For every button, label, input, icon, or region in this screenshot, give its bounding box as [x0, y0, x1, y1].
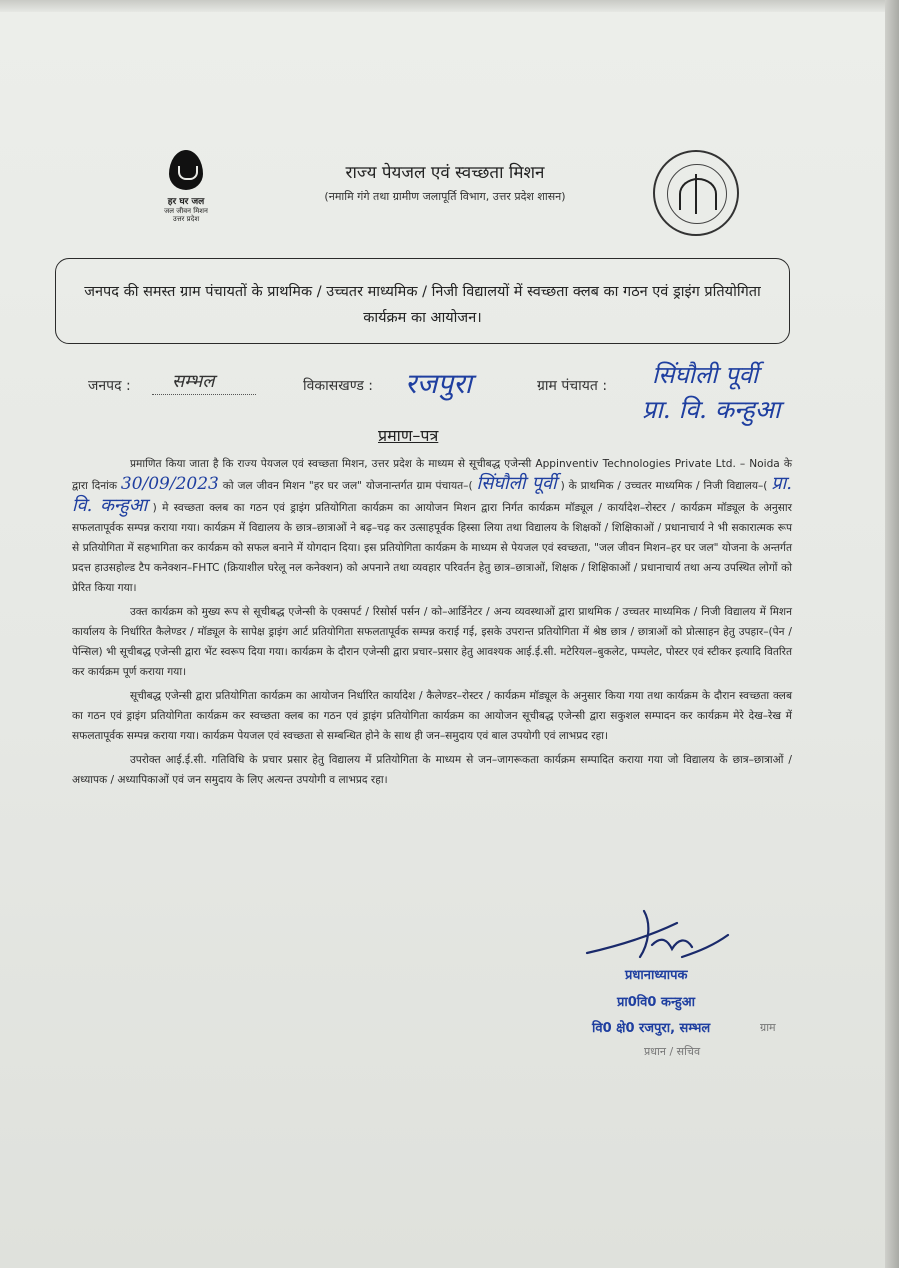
paper-top-shadow	[0, 0, 899, 12]
p1-part-b: को जल जीवन मिशन "हर घर जल" योजनान्तर्गत ग्राम पंचायत–(	[222, 480, 473, 492]
paper-right-shadow	[885, 0, 899, 1268]
stamp-school: प्रा0वि0 कन्हुआ	[617, 995, 696, 1010]
faint-pradhan-label: प्रधान / सचिव	[644, 1045, 701, 1058]
paragraph-4: उपरोक्त आई.ई.सी. गतिविधि के प्रचार प्रसार हेतु विद्यालय में प्रतियोगिता के माध्यम से जन–जागरूकता कार्यक्रम सम्पादित कराया गया जो विद्यालय के छात्र–छात्राओं / अध्यापक / अध्यापिकाओं एवं जन समुदाय के लिए अत्यन्त उपयोगी व लाभप्रद रहा।	[72, 754, 792, 786]
paragraph-3: सूचीबद्ध एजेन्सी द्वारा प्रतियोगिता कार्यक्रम का आयोजन निर्धारित कार्यादेश / कैलेण्डर–रोस्टर / कार्यक्रम मॉड्यूल के अनुसार किया गया तथा कार्यक्रम के दौरान स्वच्छता क्लब का गठन एवं ड्राइंग प्रतियोगिता कार्यक्रम कर स्वच्छता क्लब का गठन एवं ड्राइंग प्रतियोगिता कार्यक्रम का आयोजन सूचीबद्ध एजेन्सी द्वारा सकुशल सम्पादन कर कार्यक्रम मेरे देख–रेख में सफलतापूर्वक सम्पन्न कराया गया। कार्यक्रम पेयजल एवं स्वच्छता से सम्बन्धित होने के साथ ही जन–समुदाय एवं बाल उपयोगी एवं लाभप्रद रहा।	[72, 690, 792, 742]
stamp-designation: प्रधानाध्यापक	[625, 968, 688, 983]
handwritten-panchayat: सिंघौली पूर्वी	[476, 473, 557, 494]
water-drop-icon	[169, 150, 203, 190]
signature-scrawl-icon	[582, 905, 732, 965]
p1-part-d: ) मे स्वच्छता क्लब का गठन एवं ड्राइंग प्रतियोगिता कार्यक्रम का आयोजन मिशन द्वारा निर्गत कार्यक्रम मॉड्यूल / कार्यादेश–रोस्टर / कार्यक्रम मॉड्यूल के अनुसार सफलतापूर्वक सम्पन्न कराया गया। कार्यक्रम में विद्यालय के छात्र–छात्राओं ने बढ़–चढ़ कर उत्साहपूर्वक हिस्सा लिया तथा विद्यालय के शिक्षकों / शिक्षिकाओं / प्रधानाचार्य ने भी सकारात्मक रूप से प्रतियोगिता में सहभागिता कर कार्यक्रम को सफल बनाने में योगदान दिया। इस प्रतियोगिता कार्यक्रम के माध्यम से पेयजल एवं स्वच्छता, "जल जीवन मिशन–हर घर जल" योजना के अन्तर्गत प्रदत्त हाउसहोल्ड टैप कनेक्शन–FHTC (क्रियाशील घरेलू नल कनेक्शन) को अपनाने तथा व्यवहार परिवर्तन हेतु छात्र–छात्राओं, शिक्षक / शिक्षिकाओं / प्रधानाचार्य तथा अन्य उपस्थित लोगों को प्रेरित किया गया।	[72, 502, 792, 594]
logo-text-line3: उत्तर प्रदेश	[172, 215, 200, 223]
mission-title: राज्य पेयजल एवं स्वच्छता मिशन	[345, 163, 545, 183]
handwritten-date: 30/09/2023	[120, 474, 219, 494]
paragraph-1	[72, 454, 792, 598]
emblem-bow-shape	[679, 178, 717, 210]
handwritten-school: प्रा. वि. कन्हुआ	[72, 473, 792, 516]
panchayat-label: ग्राम पंचायत :	[537, 378, 608, 394]
paragraph-2: उक्त कार्यक्रम को मुख्य रूप से सूचीबद्ध एजेन्सी के एक्सपर्ट / रिसोर्स पर्सन / को–आर्डिनेटर / अन्य व्यवस्थाओं द्वारा प्राथमिक / उच्चतर माध्यमिक / निजी विद्यालय में मिशन कार्यालय के निर्धारित कैलेण्डर / मॉड्यूल के सापेक्ष ड्राइंग आर्ट प्रतियोगिता सफलतापूर्वक सम्पन्न कराई गई, इसके उपरान्त प्रतियोगिता में श्रेष्ठ छात्र / छात्राओं को प्रोत्साहन हेतु उपहार–(पेन / पेन्सिल) भी सूचीबद्ध एजेन्सी द्वारा भेंट स्वरूप दिया गया। कार्यक्रम के दौरान एजेन्सी द्वारा प्रचार–प्रसार हेतु आवश्यक आई.ई.सी. मटेरियल–बुकलेट, पम्पलेट, पोस्टर एवं स्टीकर इत्यादि वितरित कर कार्यक्रम पूर्ण कराया गया।	[72, 606, 792, 678]
district-value: सम्भल	[172, 371, 215, 392]
certificate-title: प्रमाण–पत्र	[378, 426, 439, 445]
subject-text: जनपद की समस्त ग्राम पंचायतों के प्राथमिक / उच्चतर माध्यमिक / निजी विद्यालयों में स्वच्छता क्लब का गठन एवं ड्राइंग प्रतियोगिता कार्यक्रम का आयोजन।	[84, 284, 761, 326]
p1-part-c: ) के प्राथमिक / उच्चतर माध्यमिक / निजी विद्यालय–(	[560, 480, 768, 492]
block-value: रजपुरा	[405, 367, 472, 400]
har-ghar-jal-logo	[150, 150, 222, 223]
faint-village-label: ग्राम	[760, 1021, 776, 1034]
stamp-block: वि0 क्षे0 रजपुरा, सम्भल	[592, 1021, 711, 1036]
block-label: विकासखण्ड :	[303, 378, 374, 394]
mission-subtitle: (नमामि गंगे तथा ग्रामीण जलापूर्ति विभाग, उत्तर प्रदेश शासन)	[324, 190, 566, 203]
up-government-emblem-icon	[653, 150, 739, 236]
panchayat-value: सिंघौली पूर्वी	[652, 361, 759, 389]
school-value: प्रा. वि. कन्हुआ	[642, 395, 781, 424]
emblem-arrow-shape	[695, 174, 697, 214]
logo-text-line1: हर घर जल	[167, 197, 205, 207]
district-dotted-line	[152, 394, 256, 395]
logo-text-line2: जल जीवन मिशन	[164, 207, 208, 215]
certificate-body	[72, 454, 792, 794]
subject-box	[55, 258, 790, 344]
district-label: जनपद :	[88, 378, 131, 394]
p1-part-a: प्रमाणित किया जाता है कि राज्य पेयजल एवं स्वच्छता मिशन, उत्तर प्रदेश के माध्यम से सूचीबद्ध एजेन्सी Appinventiv Technologies Private Ltd. – Noida के द्वारा दिनांक	[72, 458, 792, 492]
